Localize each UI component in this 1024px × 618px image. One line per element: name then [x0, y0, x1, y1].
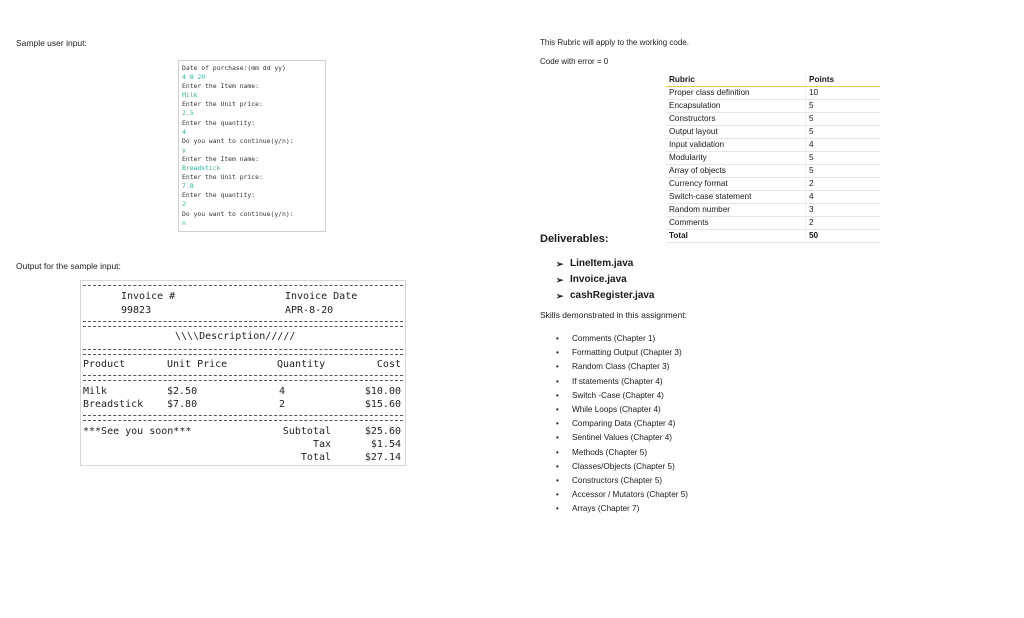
skill-text: Constructors (Chapter 5) — [572, 475, 663, 485]
console-prompt-line: Enter the Unit price: — [182, 173, 263, 182]
skill-text: Arrays (Chapter 7) — [572, 504, 640, 514]
tax-value: $1.54 — [370, 439, 401, 450]
rubric-row — [666, 217, 880, 230]
sample-input-label: Sample user input: — [16, 38, 87, 48]
skill-item — [556, 332, 688, 346]
console-input-line: 2.5 — [182, 109, 194, 118]
rubric-points: 5 — [806, 165, 881, 178]
subtotal-label: Subtotal — [282, 426, 331, 437]
invoice-output — [80, 280, 406, 466]
rubric-points: 10 — [806, 87, 881, 100]
rubric-points: 2 — [806, 217, 881, 230]
skill-item — [556, 460, 688, 474]
bullet-icon: • — [556, 376, 559, 386]
deliverables-list — [556, 256, 655, 304]
console-input-line: Milk — [182, 91, 198, 100]
rubric-row — [666, 178, 880, 191]
bullet-icon: • — [556, 504, 559, 514]
rubric-row — [666, 191, 880, 204]
skill-item — [556, 474, 688, 488]
tax-label: Tax — [312, 439, 331, 450]
total-value: $27.14 — [364, 452, 401, 463]
row-cost: $15.60 — [364, 399, 401, 410]
rubric-points: 5 — [806, 100, 881, 113]
skills-title: Skills demonstrated in this assignment: — [540, 310, 687, 320]
skill-item — [556, 488, 688, 502]
invoice-date-label: Invoice Date — [285, 291, 358, 302]
rubric-row — [666, 204, 880, 217]
rubric-points: 5 — [806, 113, 881, 126]
rubric-criterion: Constructors — [666, 113, 806, 126]
farewell-text: ***See you soon*** — [83, 426, 192, 437]
rubric-criterion: Random number — [666, 204, 806, 217]
rubric-header-criterion: Rubric — [666, 74, 806, 87]
deliverable-filename: cashRegister.java — [570, 290, 655, 301]
console-prompt-line: Enter the Item name: — [182, 154, 259, 163]
row-unit-price: $7.80 — [167, 399, 198, 410]
total-label: Total — [300, 452, 331, 463]
deliverables-title: Deliverables: — [540, 233, 609, 245]
deliverable-filename: Invoice.java — [570, 274, 627, 285]
rubric-points: 5 — [806, 126, 881, 139]
bullet-icon: • — [556, 475, 559, 485]
rubric-row — [666, 100, 880, 113]
console-input-line: 4 8 20 — [182, 73, 206, 82]
rubric-criterion: Array of objects — [666, 165, 806, 178]
rubric-row — [666, 126, 880, 139]
skill-text: While Loops (Chapter 4) — [572, 404, 661, 414]
rubric-note: This Rubric will apply to the working code. — [540, 38, 689, 47]
bullet-icon: • — [556, 362, 559, 372]
skill-item — [556, 417, 688, 431]
output-label: Output for the sample input: — [16, 261, 121, 271]
header-quantity: Quantity — [277, 359, 326, 370]
rubric-points: 2 — [806, 178, 881, 191]
skill-item — [556, 403, 688, 417]
separator-double — [83, 375, 403, 381]
skill-item — [556, 346, 688, 360]
row-unit-price: $2.50 — [167, 386, 198, 397]
console-sample-input — [178, 60, 326, 232]
separator-double — [83, 321, 403, 327]
description-banner: \\\\Description///// — [175, 331, 296, 342]
console-prompt-line: Enter the quantity: — [182, 118, 256, 127]
rubric-total-label: Total — [666, 230, 806, 243]
rubric-header-points: Points — [806, 74, 881, 87]
skill-text: Formatting Output (Chapter 3) — [572, 348, 682, 358]
bullet-icon: • — [556, 433, 559, 443]
console-input-line: n — [182, 218, 186, 227]
rubric-points: 3 — [806, 204, 881, 217]
rubric-points: 4 — [806, 139, 881, 152]
skill-item — [556, 389, 688, 403]
console-input-line: y — [182, 145, 186, 154]
rubric-points: 4 — [806, 191, 881, 204]
rubric-criterion: Proper class definition — [666, 87, 806, 100]
arrow-bullet-icon: ➢ — [556, 259, 564, 269]
console-input-line: 4 — [182, 127, 186, 136]
deliverable-item — [556, 272, 655, 288]
skill-item — [556, 502, 688, 516]
rubric-criterion: Currency format — [666, 178, 806, 191]
skill-text: Methods (Chapter 5) — [572, 447, 648, 457]
arrow-bullet-icon: ➢ — [556, 291, 564, 301]
separator-line — [83, 285, 403, 286]
rubric-criterion: Output layout — [666, 126, 806, 139]
subtotal-value: $25.60 — [364, 426, 401, 437]
rubric-header-row — [666, 74, 880, 87]
rubric-row — [666, 87, 880, 100]
console-input-line: Breadstick — [182, 164, 221, 173]
rubric-total-row — [666, 230, 880, 243]
skill-text: Sentinel Values (Chapter 4) — [572, 433, 672, 443]
skill-text: Comparing Data (Chapter 4) — [572, 419, 676, 429]
bullet-icon: • — [556, 461, 559, 471]
rubric-criterion: Comments — [666, 217, 806, 230]
skill-text: Switch -Case (Chapter 4) — [572, 390, 664, 400]
console-prompt-line: Do you want to continue(y/n): — [182, 136, 294, 145]
rubric-criterion: Input validation — [666, 139, 806, 152]
bullet-icon: • — [556, 348, 559, 358]
skill-item — [556, 375, 688, 389]
rubric-criterion: Modularity — [666, 152, 806, 165]
row-quantity: 2 — [279, 399, 286, 410]
skill-item — [556, 446, 688, 460]
rubric-total-points: 50 — [806, 230, 881, 243]
console-prompt-line: Enter the quantity: — [182, 191, 256, 200]
header-cost: Cost — [376, 359, 401, 370]
console-input-line: 2 — [182, 200, 186, 209]
rubric-points: 5 — [806, 152, 881, 165]
skill-item — [556, 360, 688, 374]
invoice-date: APR-8-20 — [285, 305, 334, 316]
row-product: Breadstick — [83, 399, 144, 410]
bullet-icon: • — [556, 490, 559, 500]
skill-text: Accessor / Mutators (Chapter 5) — [572, 490, 689, 500]
header-unit-price: Unit Price — [167, 359, 228, 370]
row-quantity: 4 — [279, 386, 286, 397]
bullet-icon: • — [556, 334, 559, 343]
skill-item — [556, 431, 688, 445]
skill-text: Comments (Chapter 1) — [572, 334, 656, 343]
console-prompt-line: Enter the Unit price: — [182, 100, 263, 109]
console-input-line: 7.8 — [182, 182, 194, 191]
arrow-bullet-icon: ➢ — [556, 275, 564, 285]
console-prompt-line: Date of purchase:(mm dd yy) — [182, 64, 286, 72]
rubric-row — [666, 113, 880, 126]
rubric-row — [666, 139, 880, 152]
console-prompt-line: Enter the Item name: — [182, 82, 259, 91]
deliverable-item — [556, 256, 655, 272]
deliverable-filename: LineItem.java — [570, 258, 634, 269]
console-prompt-line: Do you want to continue(y/n): — [182, 209, 294, 218]
bullet-icon: • — [556, 390, 559, 400]
separator-double — [83, 349, 403, 355]
row-cost: $10.00 — [364, 386, 401, 397]
bullet-icon: • — [556, 447, 559, 457]
bullet-icon: • — [556, 419, 559, 429]
rubric-table — [666, 74, 880, 243]
row-product: Milk — [83, 386, 108, 397]
rubric-criterion: Encapsulation — [666, 100, 806, 113]
header-product: Product — [83, 359, 126, 370]
rubric-row — [666, 165, 880, 178]
deliverable-item — [556, 288, 655, 304]
rubric-criterion: Switch-case statement — [666, 191, 806, 204]
skill-text: Classes/Objects (Chapter 5) — [572, 461, 675, 471]
skill-text: Random Class (Chapter 3) — [572, 362, 670, 372]
separator-double — [83, 415, 403, 421]
error-note: Code with error = 0 — [540, 57, 609, 66]
rubric-row — [666, 152, 880, 165]
invoice-number: 99823 — [121, 305, 152, 316]
invoice-number-label: Invoice # — [121, 291, 176, 302]
skill-text: If statements (Chapter 4) — [572, 376, 663, 386]
skills-list — [556, 332, 688, 516]
bullet-icon: • — [556, 404, 559, 414]
